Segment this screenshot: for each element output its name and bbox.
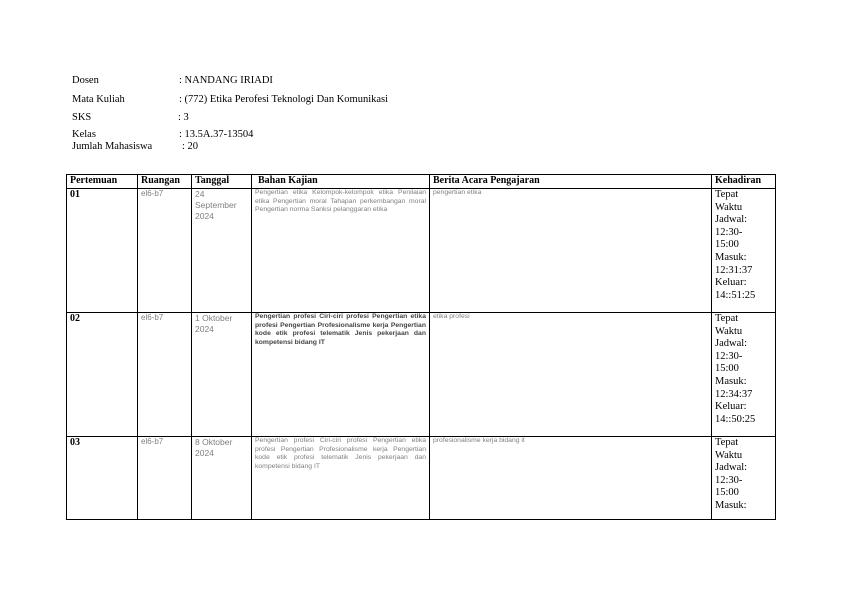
- matkul-value: : (772) Etika Perofesi Teknologi Dan Komunikasi: [179, 94, 389, 105]
- attendance-line: 14::51:25: [715, 289, 756, 301]
- teaching-news-cell: pengertian etika: [430, 189, 712, 313]
- dosen-value: : NANDANG IRIADI: [179, 75, 273, 86]
- meeting-number: 01: [67, 189, 138, 313]
- material-cell: Pengertian profesi Ciri-ciri profesi Pengertian etika profesi Pengertian Profesionalisme kerja Pengertian kode etik profesi telematik Jenis pekerjaan dan kompetensi bidang IT: [252, 313, 430, 437]
- column-header: Berita Acara Pengajaran: [430, 175, 712, 189]
- attendance-line: Keluar:: [715, 277, 747, 289]
- attendance-line: Tepat: [715, 313, 739, 324]
- room-cell: el6-b7: [138, 437, 192, 520]
- material-cell: Pengertian etika Kelompok-kelompok etika Penilaian etika Pengertian moral Tahapan perkembangan moral Pengertian norma Sanksi pelanggaran etika: [252, 189, 430, 313]
- attendance-line: Waktu: [715, 201, 743, 213]
- attendance-line: 15:00: [715, 239, 739, 251]
- attendance-cell: [712, 437, 776, 520]
- room-cell: el6-b7: [138, 313, 192, 437]
- table-row: [67, 437, 776, 520]
- attendance-line: 12:31:37: [715, 264, 753, 276]
- attendance-line: Tepat: [715, 189, 739, 200]
- attendance-line: 12:30-: [715, 350, 743, 362]
- date-cell: 1 Oktober 2024: [192, 313, 252, 437]
- attendance-line: Waktu: [715, 449, 743, 461]
- attendance-line: 15:00: [715, 487, 739, 499]
- sks-value: : 3: [178, 112, 189, 123]
- jumlah-mahasiswa-value: : 20: [182, 141, 199, 152]
- column-header: Tanggal: [192, 175, 252, 189]
- date-cell: 24 September 2024: [192, 189, 252, 313]
- teaching-news-cell: etika profesi: [430, 313, 712, 437]
- table-header-row: [67, 175, 776, 189]
- attendance-line: 15:00: [715, 363, 739, 375]
- attendance-report-table: [66, 174, 776, 520]
- column-header: Ruangan: [138, 175, 192, 189]
- attendance-line: Masuk:: [715, 251, 747, 263]
- attendance-line: Jadwal:: [715, 462, 748, 474]
- column-header: Pertemuan: [67, 175, 138, 189]
- attendance-line: Jadwal:: [715, 214, 748, 226]
- kelas-label: Kelas: [72, 129, 96, 140]
- table-row: [67, 313, 776, 437]
- material-cell: Pengertian profesi Ciri-ciri profesi Pengertian etika profesi Pengertian Profesionalisme kerja Pengertian kode etik profesi telematik Jenis pekerjaan dan kompetensi bidang IT: [252, 437, 430, 520]
- attendance-line: 12:30-: [715, 226, 743, 238]
- attendance-cell: [712, 313, 776, 437]
- meeting-number: 03: [67, 437, 138, 520]
- kelas-value: : 13.5A.37-13504: [179, 129, 254, 140]
- matkul-label: Mata Kuliah: [72, 94, 125, 105]
- attendance-line: Jadwal:: [715, 338, 748, 350]
- meeting-number: 02: [67, 313, 138, 437]
- date-cell: 8 Oktober 2024: [192, 437, 252, 520]
- attendance-line: 14::50:25: [715, 413, 756, 425]
- attendance-line: 12:34:37: [715, 388, 753, 400]
- sks-label: SKS: [72, 112, 92, 123]
- attendance-line: Masuk:: [715, 499, 747, 511]
- column-header: Kehadiran: [712, 175, 776, 189]
- lecturer-info: [72, 75, 492, 155]
- attendance-line: Waktu: [715, 325, 743, 337]
- attendance-line: Tepat: [715, 437, 739, 448]
- jumlah-mahasiswa-label: Jumlah Mahasiswa: [72, 141, 153, 152]
- attendance-line: 12:30-: [715, 474, 743, 486]
- attendance-line: Masuk:: [715, 375, 747, 387]
- table-row: [67, 189, 776, 313]
- column-header: Bahan Kajian: [252, 175, 430, 189]
- dosen-label: Dosen: [72, 75, 99, 86]
- attendance-line: Keluar:: [715, 401, 747, 413]
- room-cell: el6-b7: [138, 189, 192, 313]
- teaching-news-cell: profesionalisme kerja bidang it: [430, 437, 712, 520]
- attendance-cell: [712, 189, 776, 313]
